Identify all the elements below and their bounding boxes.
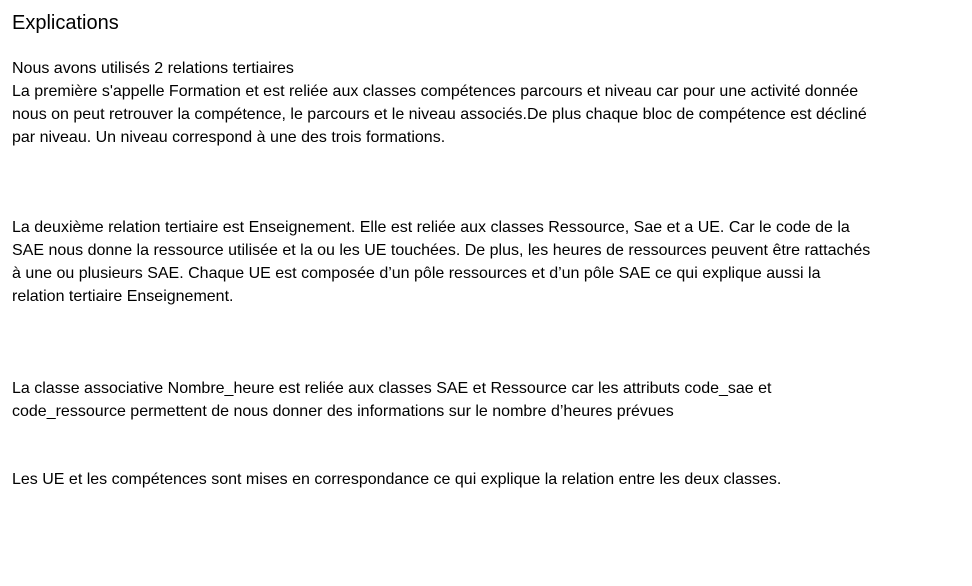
paragraph-line: relation tertiaire Enseignement. <box>12 288 234 305</box>
paragraph-line: Les UE et les compétences sont mises en correspondance ce qui explique la relation entre les deux classes. <box>12 471 782 488</box>
paragraph-nombre-heure <box>12 377 772 423</box>
paragraph-line: La deuxième relation tertiaire est Enseignement. Elle est reliée aux classes Ressource, Sae et a UE. Car le code de la <box>12 219 850 236</box>
paragraph-line: par niveau. Un niveau correspond à une des trois formations. <box>12 129 446 146</box>
paragraph-line: La première s'appelle Formation et est reliée aux classes compétences parcours et niveau car pour une activité donnée <box>12 83 859 100</box>
paragraph-line: La classe associative Nombre_heure est reliée aux classes SAE et Ressource car les attributs code_sae et <box>12 380 772 397</box>
paragraph-line: nous on peut retrouver la compétence, le parcours et le niveau associés.De plus chaque bloc de compétence est décliné <box>12 106 867 123</box>
paragraph-line: à une ou plusieurs SAE. Chaque UE est composée d’un pôle ressources et d’un pôle SAE ce qui explique aussi la <box>12 265 821 282</box>
paragraph-line: code_ressource permettent de nous donner des informations sur le nombre d’heures prévues <box>12 403 674 420</box>
paragraph-line: SAE nous donne la ressource utilisée et la ou les UE touchées. De plus, les heures de ressources peuvent être rattachés <box>12 242 871 259</box>
paragraph-enseignement <box>12 216 870 308</box>
paragraph-line: Nous avons utilisés 2 relations tertiaires <box>12 60 294 77</box>
document-title: Explications <box>12 12 119 34</box>
paragraph-formation <box>12 57 867 149</box>
paragraph-ue-competences <box>12 468 781 491</box>
